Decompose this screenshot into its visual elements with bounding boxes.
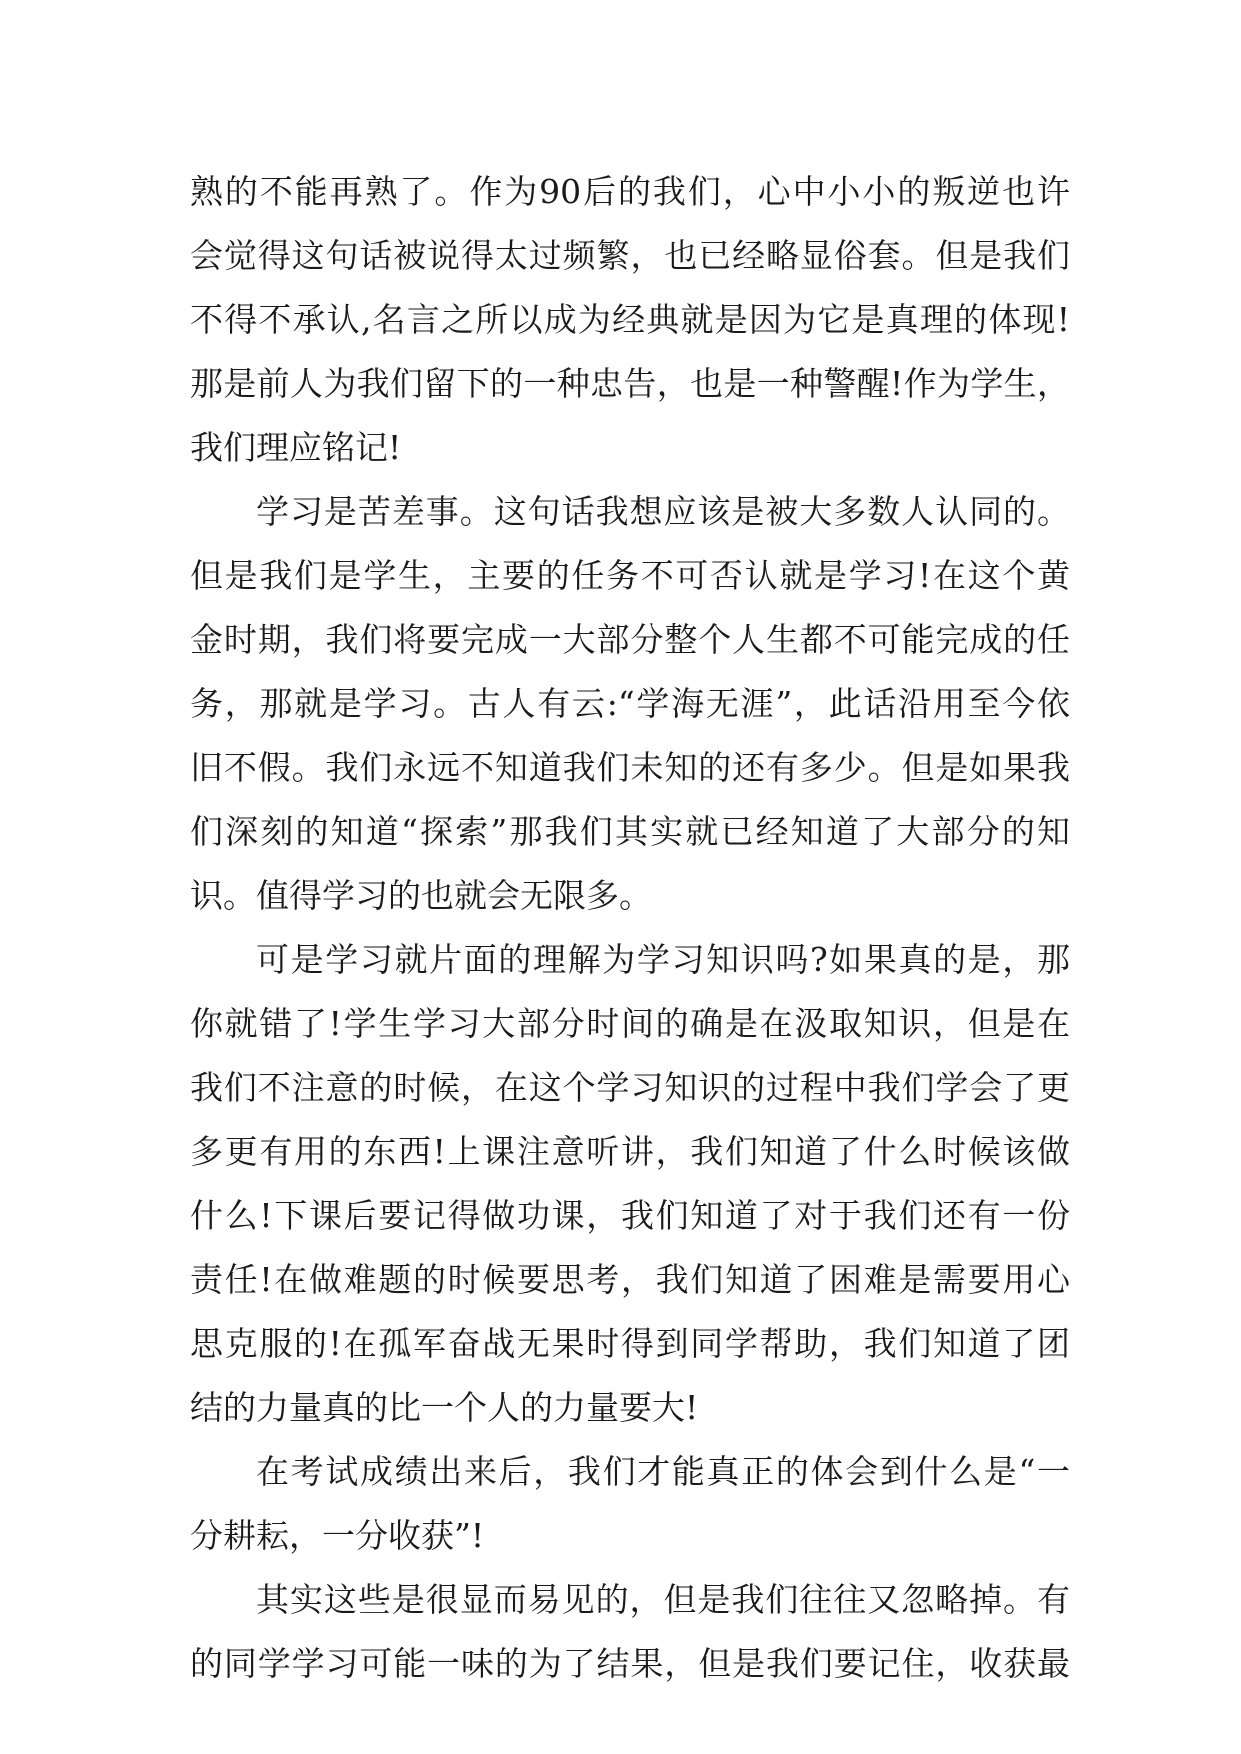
text-line: 务，那就是学习。古人有云:“学海无涯”，此话沿用至今依 <box>190 684 1070 723</box>
text-line: 们深刻的知道“探索”那我们其实就已经知道了大部分的知 <box>190 812 1070 851</box>
text-line: 的同学学习可能一味的为了结果，但是我们要记住，收获最 <box>190 1644 1070 1683</box>
text-line: 思克服的!在孤军奋战无果时得到同学帮助，我们知道了团 <box>190 1324 1070 1363</box>
text-line: 不得不承认,名言之所以成为经典就是因为它是真理的体现! <box>190 300 1070 339</box>
text-line: 识。值得学习的也就会无限多。 <box>190 876 652 915</box>
text-line: 会觉得这句话被说得太过频繁，也已经略显俗套。但是我们 <box>190 236 1070 275</box>
text-line: 在考试成绩出来后，我们才能真正的体会到什么是“一 <box>256 1452 1070 1491</box>
text-line: 结的力量真的比一个人的力量要大! <box>190 1388 699 1427</box>
text-line: 那是前人为我们留下的一种忠告，也是一种警醒!作为学生， <box>190 364 1070 403</box>
text-line: 可是学习就片面的理解为学习知识吗?如果真的是，那 <box>256 940 1070 979</box>
text-line: 但是我们是学生，主要的任务不可否认就是学习!在这个黄 <box>190 556 1070 595</box>
text-line: 熟的不能再熟了。作为90后的我们，心中小小的叛逆也许 <box>190 172 1070 211</box>
text-line: 旧不假。我们永远不知道我们未知的还有多少。但是如果我 <box>190 748 1070 787</box>
text-line: 多更有用的东西!上课注意听讲，我们知道了什么时候该做 <box>190 1132 1070 1171</box>
text-line: 我们理应铭记! <box>190 428 402 467</box>
text-line: 责任!在做难题的时候要思考，我们知道了困难是需要用心 <box>190 1260 1070 1299</box>
text-line: 学习是苦差事。这句话我想应该是被大多数人认同的。 <box>256 492 1070 531</box>
text-line: 分耕耘，一分收获”! <box>190 1516 485 1555</box>
text-line: 我们不注意的时候，在这个学习知识的过程中我们学会了更 <box>190 1068 1070 1107</box>
body-text <box>190 160 1070 1696</box>
text-line: 金时期，我们将要完成一大部分整个人生都不可能完成的任 <box>190 620 1070 659</box>
text-line: 其实这些是很显而易见的，但是我们往往又忽略掉。有 <box>256 1580 1070 1619</box>
text-line: 什么!下课后要记得做功课，我们知道了对于我们还有一份 <box>190 1196 1070 1235</box>
text-line: 你就错了!学生学习大部分时间的确是在汲取知识，但是在 <box>190 1004 1070 1043</box>
